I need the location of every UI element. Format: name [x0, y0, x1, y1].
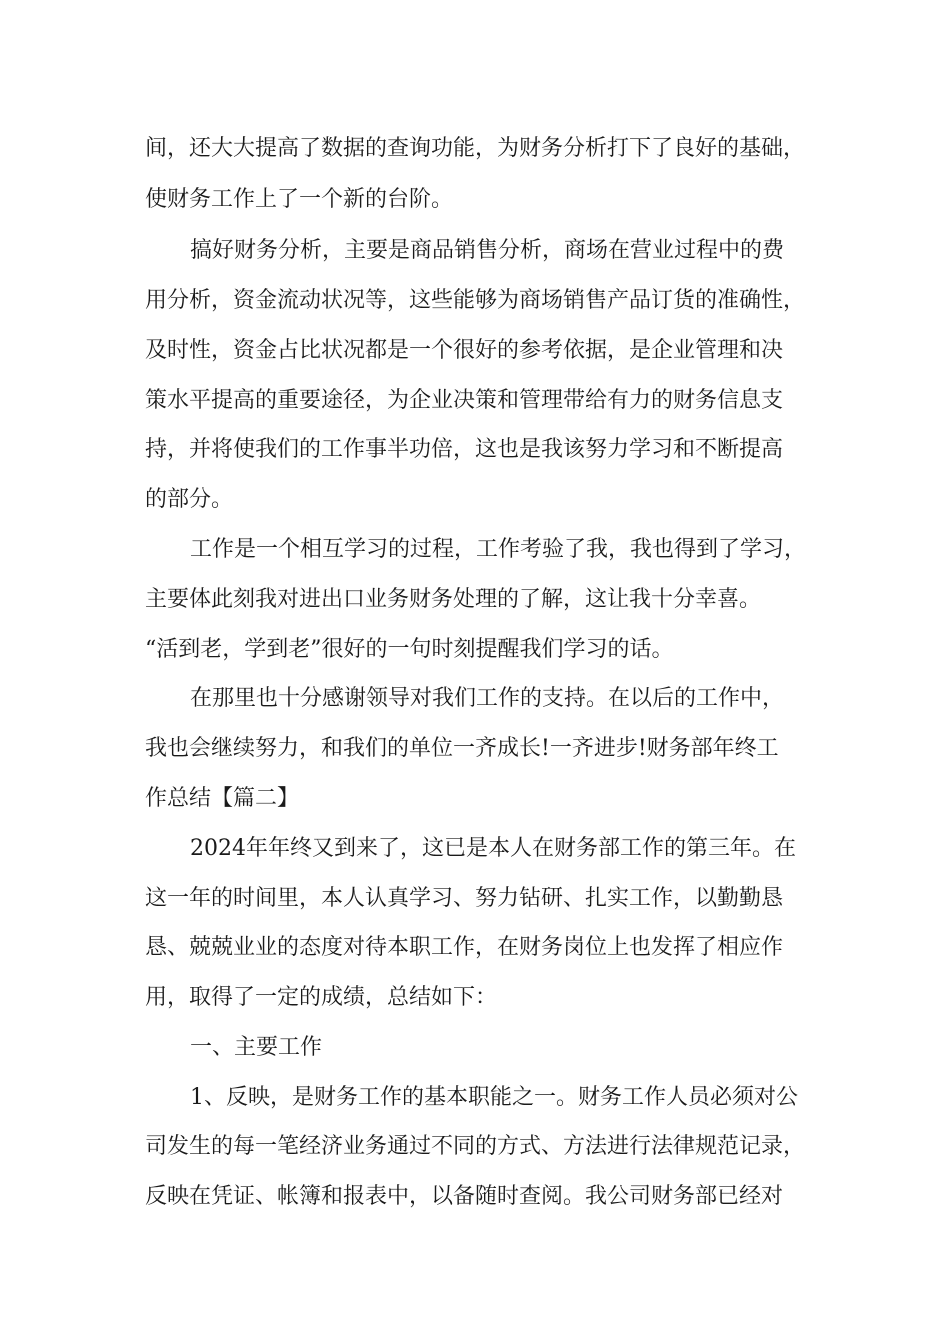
text-line: 搞好财务分析，主要是商品销售分析，商场在营业过程中的费	[190, 238, 785, 263]
text-line: 这一年的时间里，本人认真学习、努力钻研、扎实工作，以勤勤恳	[145, 886, 784, 911]
text-line: 作总结【篇二】	[145, 786, 300, 811]
text-line: 使财务工作上了一个新的台阶。	[145, 187, 454, 212]
text-line: 恳、兢兢业业的态度对待本职工作，在财务岗位上也发挥了相应作	[145, 935, 784, 960]
text-line: 间，还大大提高了数据的查询功能，为财务分析打下了良好的基础，	[145, 136, 806, 161]
text-line: 的部分。	[145, 487, 234, 512]
text-line: 一、主要工作	[190, 1035, 323, 1060]
text-line: 1、反映，是财务工作的基本职能之一。财务工作人员必须对公	[190, 1085, 798, 1110]
text-line: 用分析，资金流动状况等，这些能够为商场销售产品订货的准确性，	[145, 288, 806, 313]
text-line: 工作是一个相互学习的过程，工作考验了我，我也得到了学习，	[190, 537, 807, 562]
text-line: 司发生的每一笔经济业务通过不同的方式、方法进行法律规范记录，	[145, 1134, 806, 1159]
text-line: 我也会继续努力，和我们的单位一齐成长!一齐进步!财务部年终工	[145, 736, 779, 761]
text-line: 反映在凭证、帐簿和报表中，以备随时查阅。我公司财务部已经对	[145, 1184, 784, 1209]
text-line: 在那里也十分感谢领导对我们工作的支持。在以后的工作中，	[190, 686, 785, 711]
text-line: 主要体此刻我对进出口业务财务处理的了解，这让我十分幸喜。	[145, 587, 762, 612]
text-line: 2024年年终又到来了，这已是本人在财务部工作的第三年。在	[190, 836, 796, 861]
text-line: 持，并将使我们的工作事半功倍，这也是我该努力学习和不断提高	[145, 437, 784, 462]
text-line: 策水平提高的重要途径，为企业决策和管理带给有力的财务信息支	[145, 388, 784, 413]
text-line: 及时性，资金占比状况都是一个很好的参考依据，是企业管理和决	[145, 338, 784, 363]
text-line: “活到老，学到老”很好的一句时刻提醒我们学习的话。	[145, 637, 674, 662]
text-line: 用，取得了一定的成绩，总结如下：	[145, 985, 498, 1010]
